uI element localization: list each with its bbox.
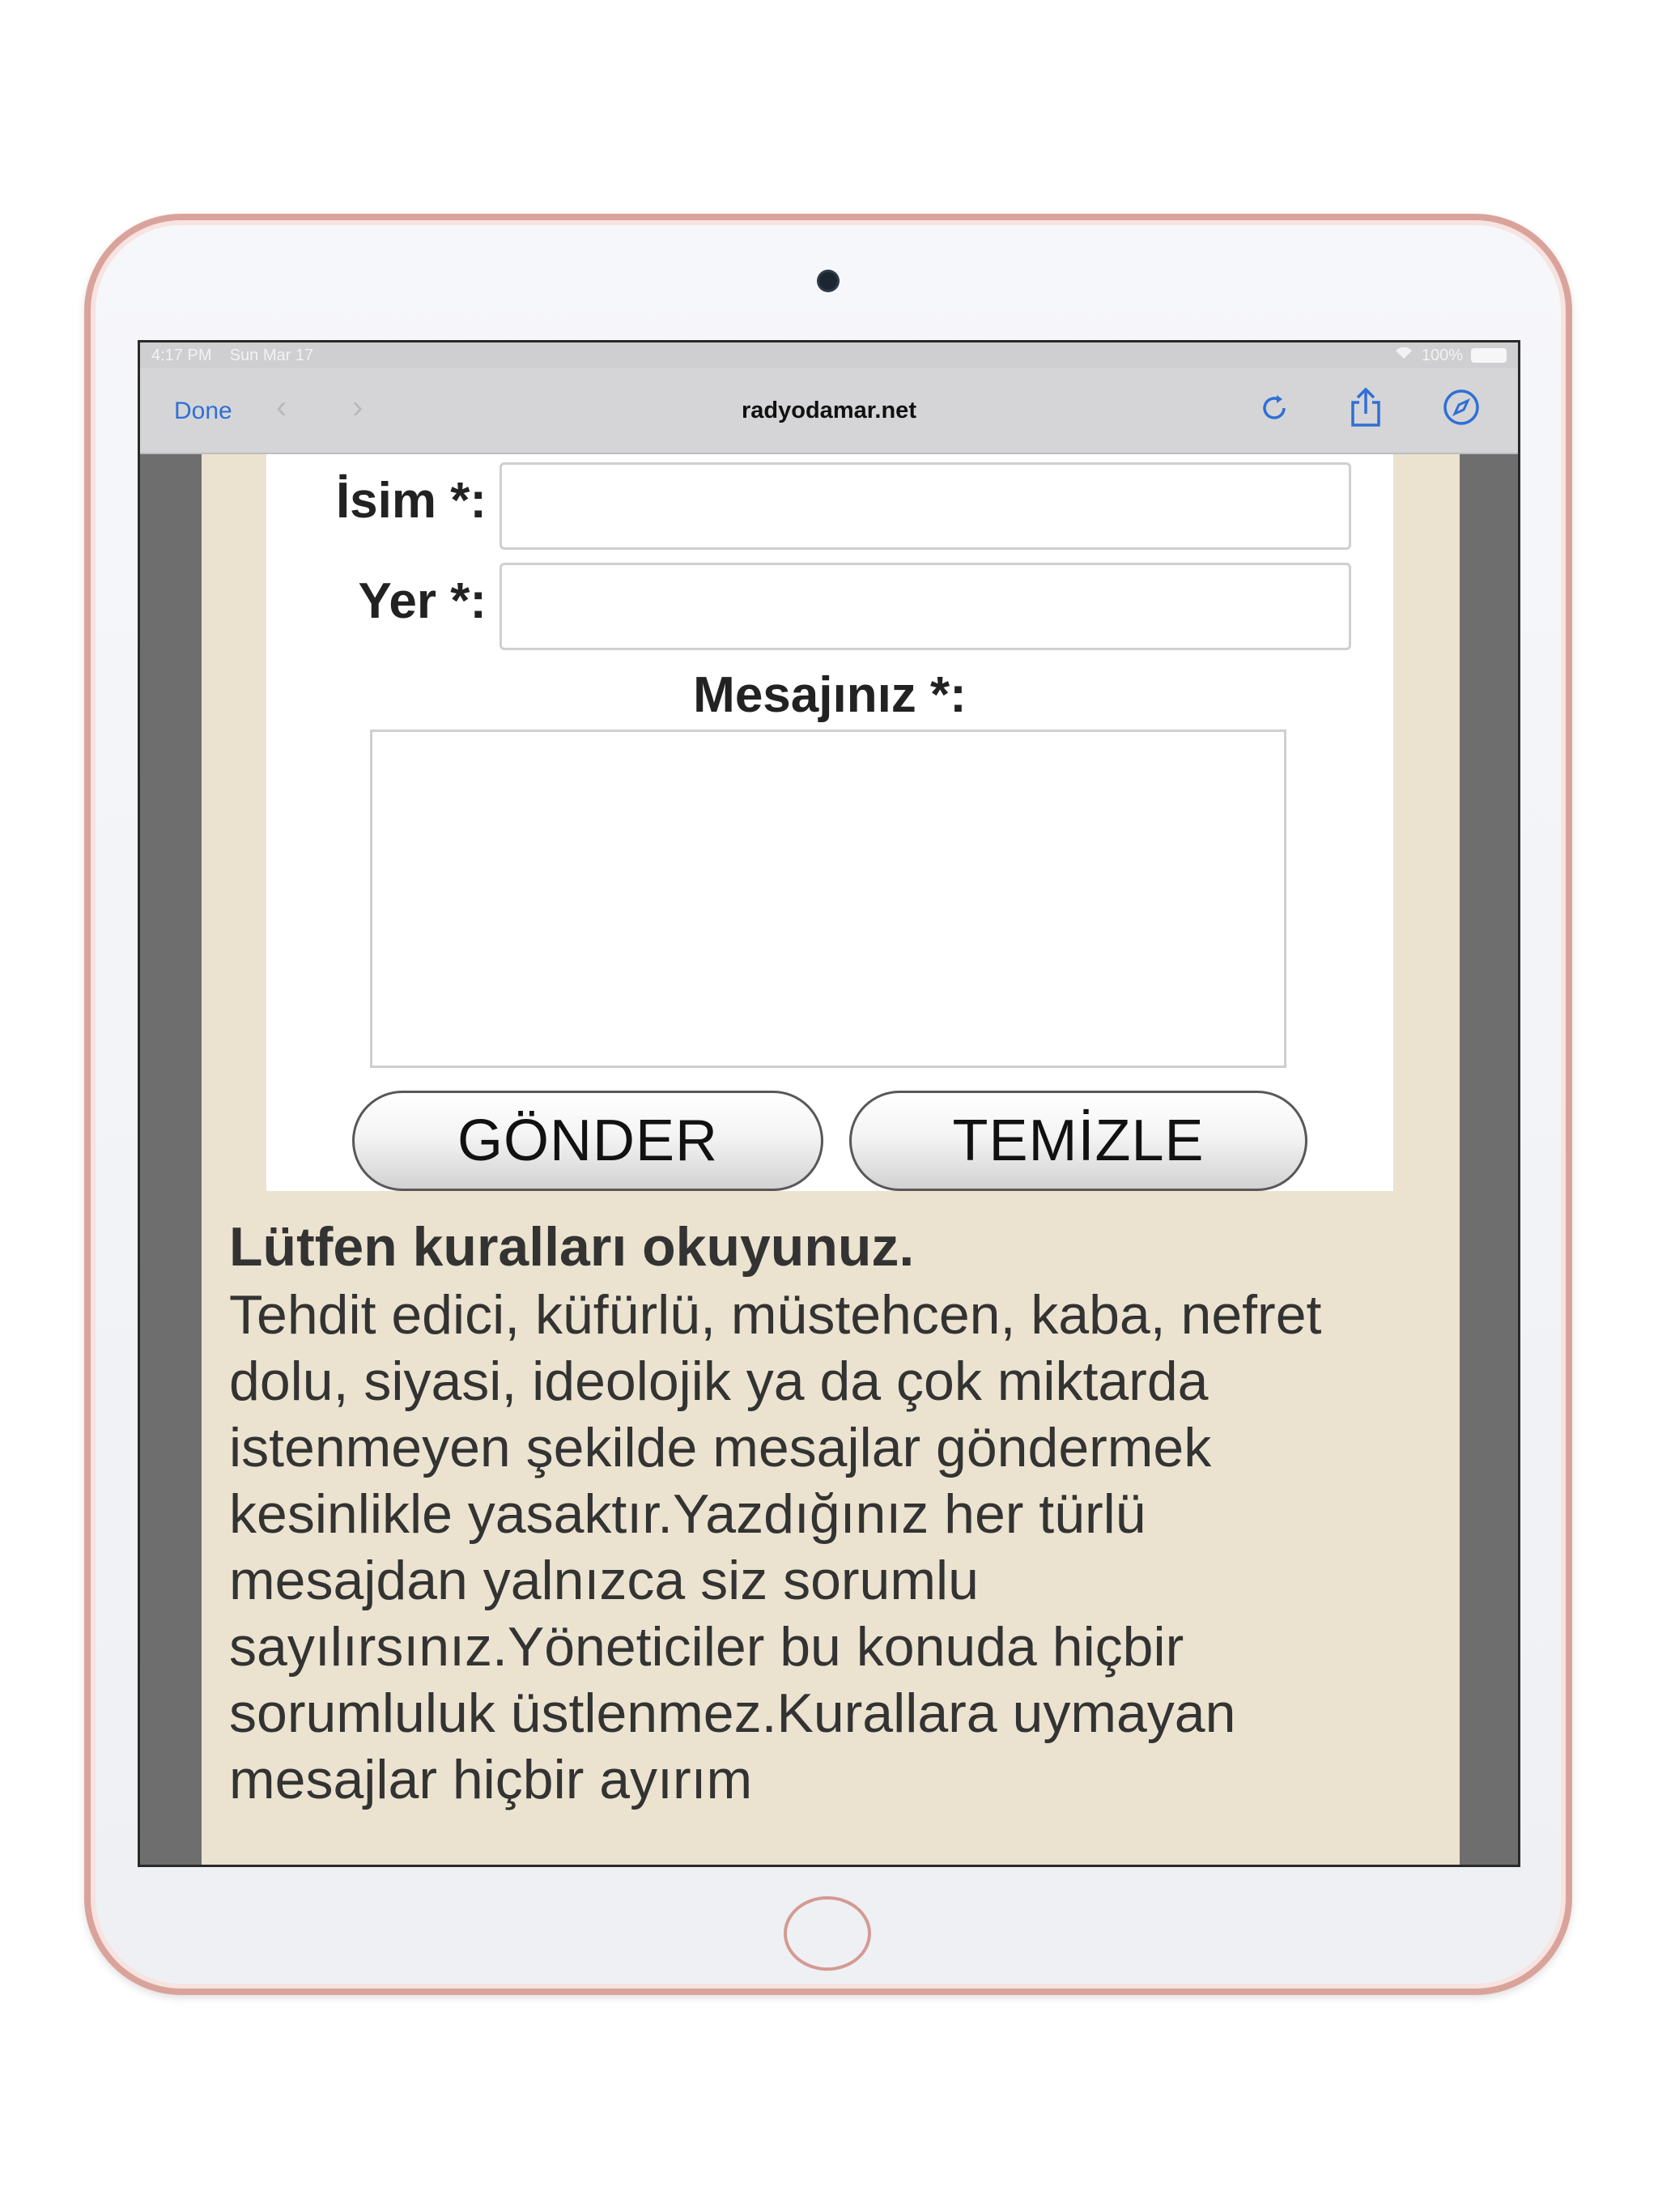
status-time: 4:17 PM (151, 347, 212, 364)
status-bar (140, 342, 1518, 368)
wifi-icon (1394, 342, 1414, 368)
done-button[interactable]: Done (174, 398, 232, 424)
browser-toolbar (140, 368, 1518, 454)
compass-icon[interactable] (1442, 388, 1481, 427)
battery-percent: 100% (1421, 347, 1463, 364)
web-page (202, 454, 1460, 1867)
place-input[interactable] (500, 563, 1351, 650)
rules-title: Lütfen kuralları okuyunuz. (229, 1216, 915, 1278)
place-label: Yer *: (358, 573, 487, 629)
send-button[interactable]: GÖNDER (352, 1091, 823, 1191)
status-left (151, 342, 313, 368)
message-textarea[interactable] (370, 730, 1286, 1068)
battery-icon (1471, 348, 1507, 363)
rules-text: Tehdit edici, küfürlü, müstehcen, kaba, nefret dolu, siyasi, ideolojik ya da çok miktarda istenmeyen şekilde mesajlar göndermek kesinlikle yasaktır.Yazdığınız her türlü mesajdan yalnızca siz sorumlu sayılırsınız.Yöneticiler bu konuda hiçbir sorumluluk üstlenmez.Kurallara uymayan mesajlar hiçbir ayırım (229, 1284, 1322, 1810)
clear-button[interactable]: TEMİZLE (849, 1091, 1307, 1191)
back-icon[interactable]: ‹ (276, 389, 287, 425)
name-label: İsim *: (335, 473, 487, 529)
status-date: Sun Mar 17 (229, 347, 314, 364)
forward-icon[interactable]: › (352, 389, 363, 425)
camera (819, 272, 837, 290)
message-label: Mesajınız *: (693, 667, 967, 723)
home-button[interactable] (784, 1896, 871, 1971)
url-label[interactable]: radyodamar.net (742, 398, 916, 423)
message-form (266, 454, 1393, 1191)
name-input[interactable] (500, 462, 1351, 550)
reload-icon[interactable] (1257, 391, 1291, 425)
share-icon[interactable] (1346, 386, 1385, 428)
status-right (1394, 342, 1507, 368)
screen (138, 340, 1520, 1867)
